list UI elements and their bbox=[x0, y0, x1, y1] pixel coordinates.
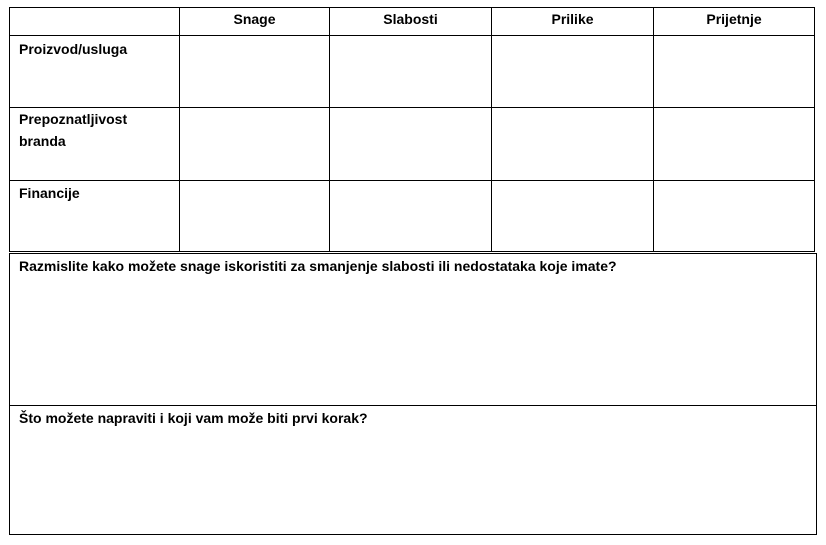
header-slabosti: Slabosti bbox=[383, 11, 438, 27]
cell-brand-prilike[interactable] bbox=[492, 108, 653, 180]
cell-proizvod-slabosti[interactable] bbox=[330, 36, 491, 107]
cell-financije-prijetnje[interactable] bbox=[654, 181, 814, 251]
cell-financije-snage[interactable] bbox=[180, 181, 329, 251]
swot-table bbox=[9, 7, 815, 252]
header-snage: Snage bbox=[233, 11, 276, 27]
row-label-financije: Financije bbox=[19, 185, 80, 201]
cell-proizvod-snage[interactable] bbox=[180, 36, 329, 107]
cell-brand-slabosti[interactable] bbox=[330, 108, 491, 180]
row-label-proizvod: Proizvod/usluga bbox=[19, 41, 128, 57]
cell-brand-snage[interactable] bbox=[180, 108, 329, 180]
header-prijetnje: Prijetnje bbox=[706, 11, 762, 27]
cell-proizvod-prijetnje[interactable] bbox=[654, 36, 814, 107]
row-label-brand: Prepoznatljivost branda bbox=[19, 111, 128, 149]
cell-proizvod-prilike[interactable] bbox=[492, 36, 653, 107]
cell-brand-prijetnje[interactable] bbox=[654, 108, 814, 180]
question-box-2[interactable] bbox=[9, 405, 817, 535]
question-1-text: Razmislite kako možete snage iskoristiti za smanjenje slabosti ili nedostataka koje imate? bbox=[19, 258, 617, 274]
cell-financije-slabosti[interactable] bbox=[330, 181, 491, 251]
cell-financije-prilike[interactable] bbox=[492, 181, 653, 251]
question-box-1[interactable] bbox=[9, 253, 817, 406]
header-prilike: Prilike bbox=[551, 11, 594, 27]
question-2-text: Što možete napraviti i koji vam može biti prvi korak? bbox=[19, 410, 368, 426]
